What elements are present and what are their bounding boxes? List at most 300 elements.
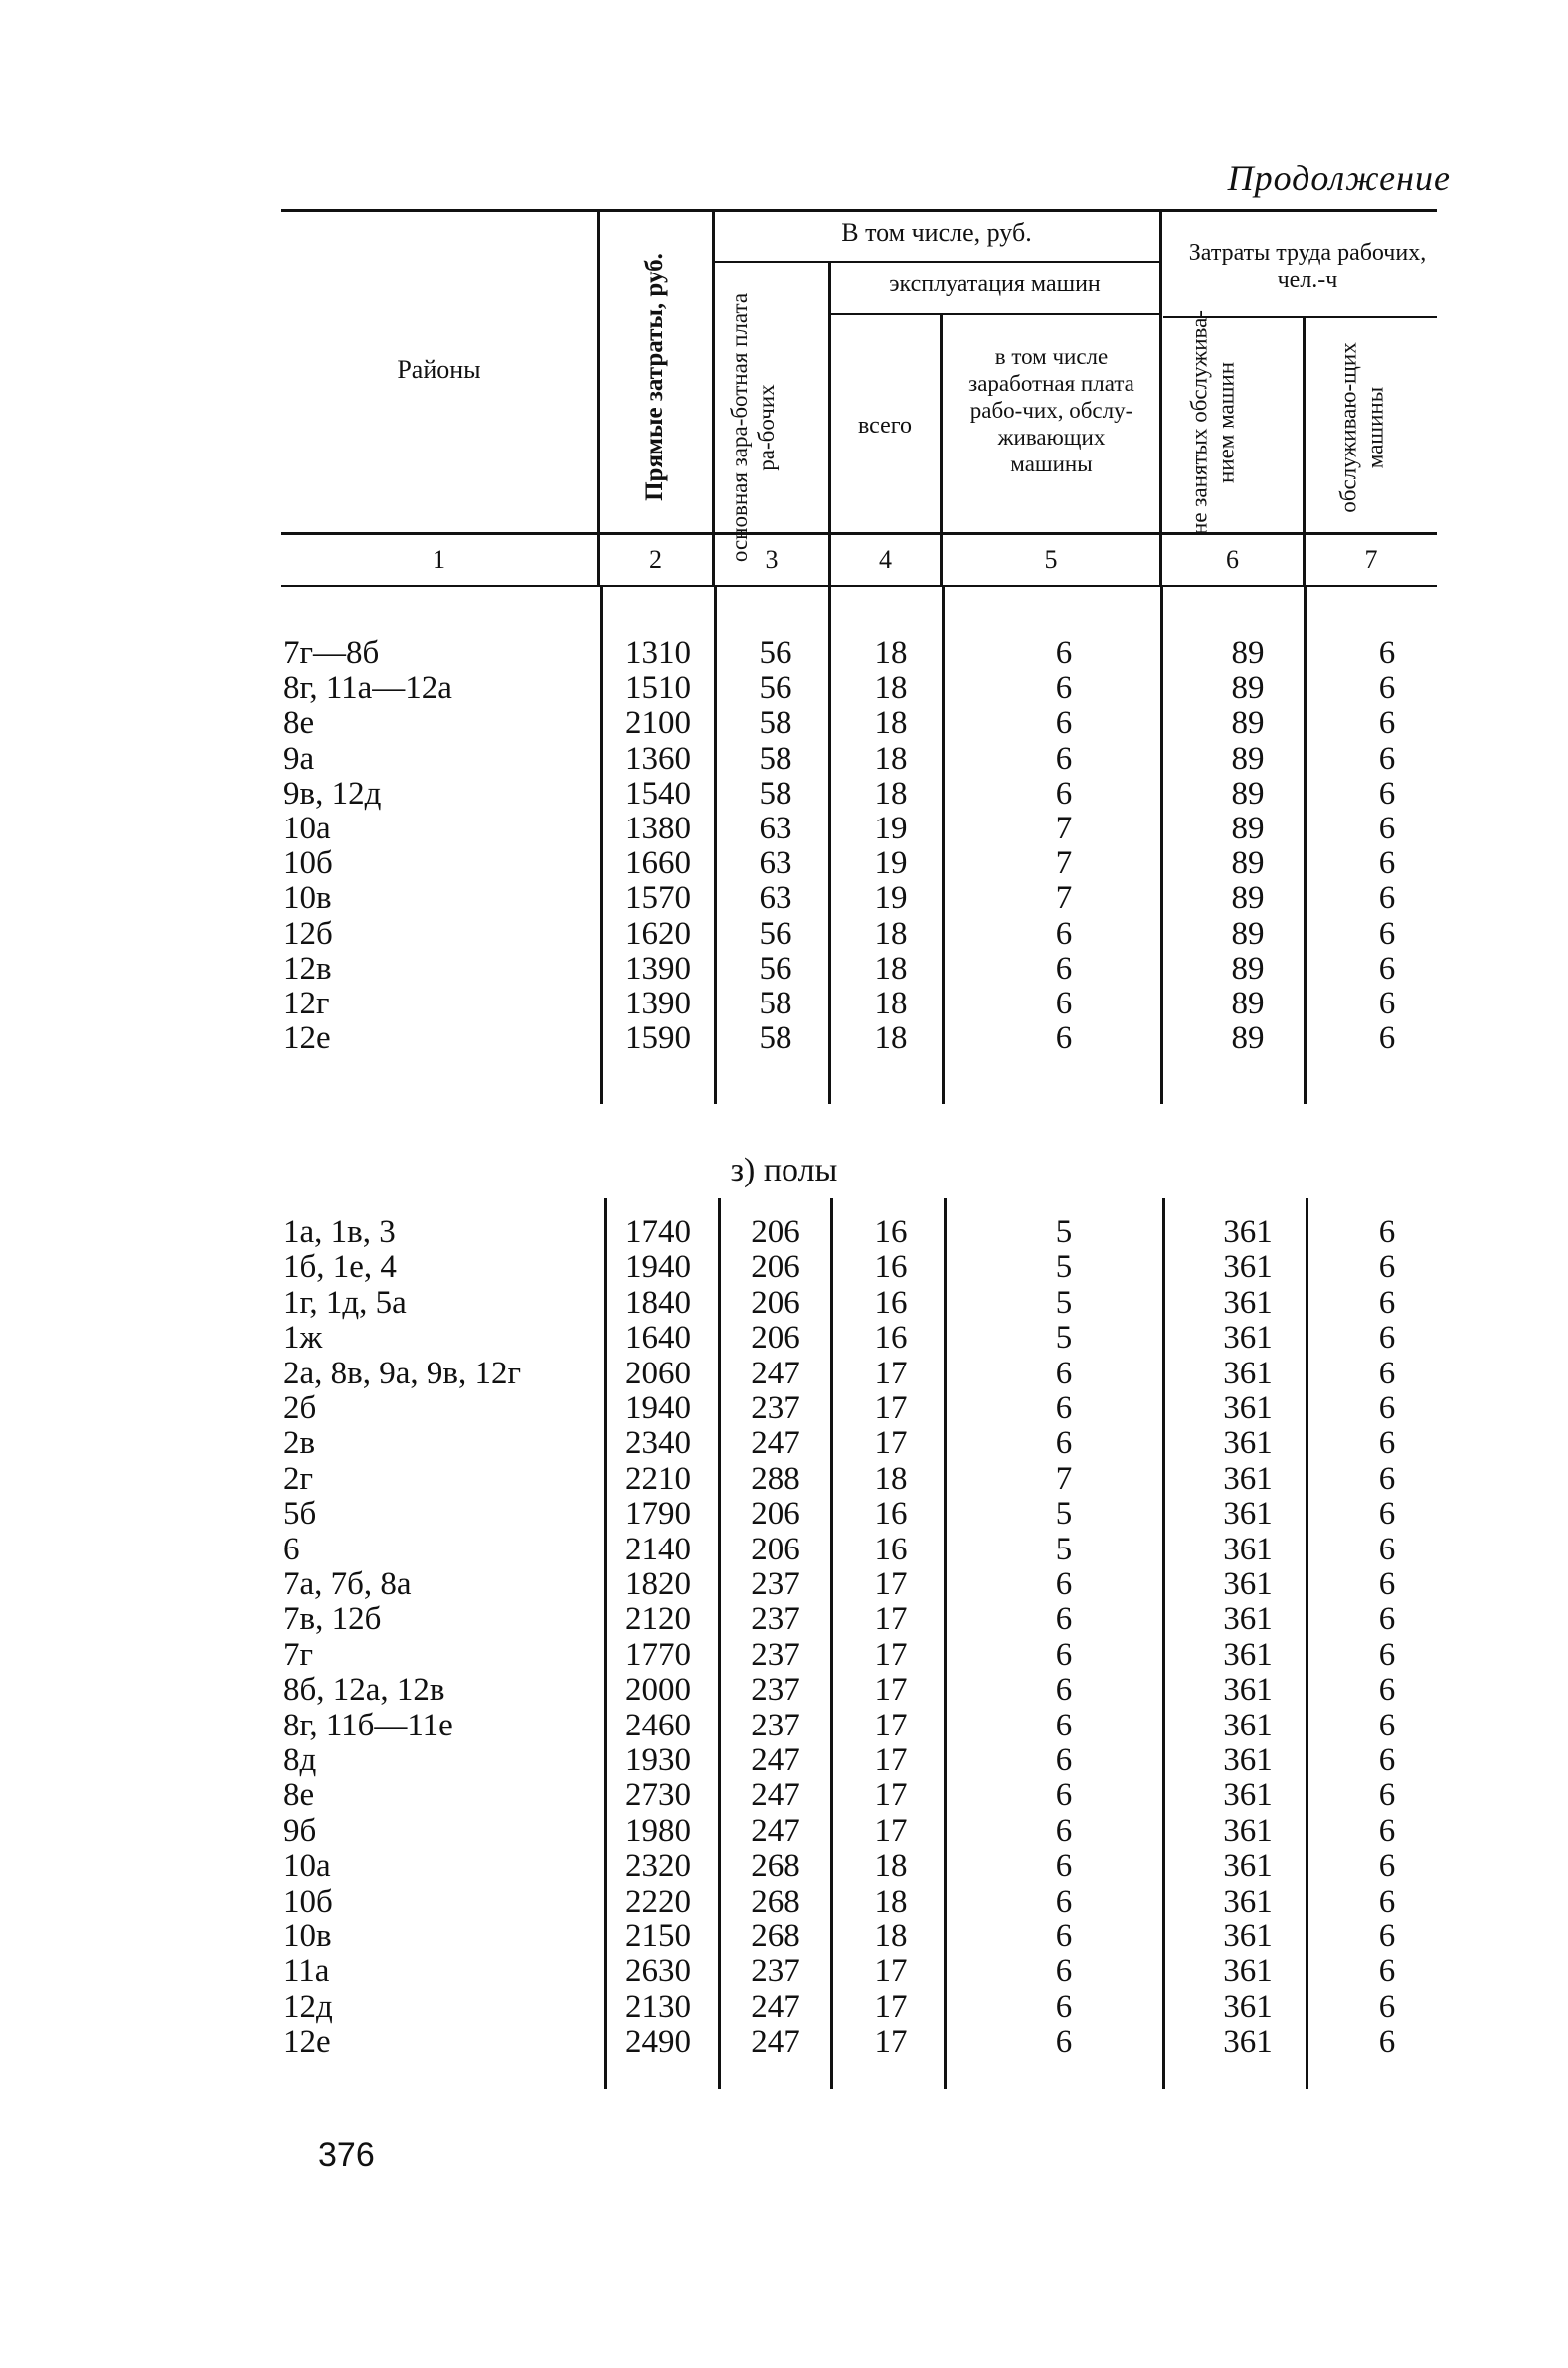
table-row: [0, 2025, 1568, 2060]
continuation-label: Продолжение: [1227, 158, 1451, 198]
cell-machine-total: 17: [874, 2024, 908, 2061]
cell-base-wage: 268: [751, 1883, 800, 1919]
cell-machine-wage: 6: [1055, 1355, 1073, 1391]
cell-direct-costs: 2460: [625, 1707, 691, 1743]
table-row: [0, 952, 1568, 987]
header-total: всего: [857, 413, 913, 439]
header-including-wage: в том числе заработная плата рабо-чих, обслу-живающих машины: [968, 344, 1134, 476]
cell-machine-wage: 6: [1055, 1953, 1073, 1990]
cell-labor-servicing: 6: [1378, 845, 1396, 882]
cell-labor-servicing: 6: [1378, 1320, 1396, 1357]
cell-district: 10б: [283, 1883, 333, 1919]
cell-base-wage: 237: [751, 1601, 800, 1638]
cell-district: 10в: [283, 880, 332, 917]
cell-direct-costs: 1360: [625, 740, 691, 777]
cell-machine-wage: 6: [1055, 1390, 1073, 1426]
top-rule: [281, 209, 1437, 212]
table-row: [0, 1673, 1568, 1708]
cell-machine-wage: 5: [1055, 1284, 1073, 1321]
cell-machine-wage: 6: [1055, 950, 1073, 987]
cell-labor-not-employed: 89: [1231, 670, 1265, 707]
cell-base-wage: 206: [751, 1320, 800, 1357]
cell-labor-servicing: 6: [1378, 950, 1396, 987]
table-row: [0, 671, 1568, 706]
cell-labor-servicing: 6: [1378, 1777, 1396, 1814]
cell-district: 11а: [283, 1953, 330, 1990]
header-line-sub1: [714, 261, 1159, 263]
table-row: [0, 917, 1568, 952]
cell-base-wage: 237: [751, 1390, 800, 1426]
cell-district: 8г, 11а—12а: [283, 670, 452, 707]
cell-machine-wage: 6: [1055, 915, 1073, 952]
cell-labor-servicing: 6: [1378, 1531, 1396, 1567]
table-row: [0, 1919, 1568, 1954]
cell-direct-costs: 2730: [625, 1777, 691, 1814]
header-line-sub2: [830, 313, 1159, 315]
cell-labor-servicing: 6: [1378, 1707, 1396, 1743]
table-row: [0, 1990, 1568, 2025]
cell-base-wage: 247: [751, 1742, 800, 1778]
cell-labor-servicing: 6: [1378, 1284, 1396, 1321]
cell-base-wage: 237: [751, 1636, 800, 1673]
cell-district: 12б: [283, 915, 333, 952]
cell-machine-wage: 5: [1055, 1496, 1073, 1533]
cell-labor-servicing: 6: [1378, 705, 1396, 742]
cell-district: 10а: [283, 1848, 331, 1885]
cell-machine-wage: 6: [1055, 1883, 1073, 1919]
cell-labor-not-employed: 89: [1231, 636, 1265, 671]
cell-labor-servicing: 6: [1378, 1883, 1396, 1919]
cell-district: 2в: [283, 1425, 316, 1462]
cell-machine-total: 16: [874, 1284, 908, 1321]
cell-base-wage: 206: [751, 1284, 800, 1321]
section-2-title: з) полы: [730, 1152, 838, 1188]
cell-machine-total: 18: [874, 915, 908, 952]
cell-machine-wage: 6: [1055, 1601, 1073, 1638]
cell-direct-costs: 1940: [625, 1390, 691, 1426]
cell-district: 7в, 12б: [283, 1601, 382, 1638]
cell-machine-wage: 7: [1055, 845, 1073, 882]
cell-labor-servicing: 6: [1378, 1848, 1396, 1885]
cell-direct-costs: 1820: [625, 1566, 691, 1602]
cell-machine-wage: 6: [1055, 1777, 1073, 1814]
cell-labor-not-employed: 361: [1223, 1953, 1273, 1990]
cell-district: 12г: [283, 986, 330, 1021]
cell-direct-costs: 2490: [625, 2024, 691, 2061]
cell-labor-not-employed: 89: [1231, 845, 1265, 882]
cell-labor-servicing: 6: [1378, 1390, 1396, 1426]
cell-base-wage: 63: [759, 845, 792, 882]
cell-machine-total: 18: [874, 775, 908, 812]
header-labor-costs: Затраты труда рабочих, чел.-ч: [1188, 240, 1427, 293]
table-row: [0, 1602, 1568, 1637]
cell-labor-servicing: 6: [1378, 1020, 1396, 1057]
cell-labor-not-employed: 361: [1223, 1707, 1273, 1743]
cell-base-wage: 237: [751, 1672, 800, 1709]
cell-district: 12е: [283, 1020, 331, 1057]
cell-labor-servicing: 6: [1378, 1355, 1396, 1391]
cell-district: 12в: [283, 950, 332, 987]
cell-base-wage: 58: [759, 775, 792, 812]
cell-labor-not-employed: 361: [1223, 1742, 1273, 1778]
cell-district: 8д: [283, 1742, 317, 1778]
cell-machine-total: 17: [874, 1566, 908, 1602]
cell-labor-not-employed: 361: [1223, 1460, 1273, 1497]
cell-machine-total: 17: [874, 1742, 908, 1778]
cell-labor-servicing: 6: [1378, 775, 1396, 812]
cell-machine-total: 19: [874, 880, 908, 917]
cell-machine-wage: 6: [1055, 740, 1073, 777]
cell-direct-costs: 2210: [625, 1460, 691, 1497]
cell-machine-wage: 6: [1055, 986, 1073, 1021]
cell-direct-costs: 2140: [625, 1531, 691, 1567]
cell-labor-servicing: 6: [1378, 1672, 1396, 1709]
table-row: [0, 1849, 1568, 1884]
cell-machine-total: 17: [874, 1390, 908, 1426]
cell-labor-not-employed: 89: [1231, 950, 1265, 987]
cell-base-wage: 56: [759, 670, 792, 707]
table-row: [0, 742, 1568, 777]
cell-district: 5б: [283, 1496, 317, 1533]
cell-machine-wage: 6: [1055, 1707, 1073, 1743]
header-including-rub: В том числе, руб.: [841, 218, 1032, 247]
cell-district: 1а, 1в, 3: [283, 1214, 396, 1250]
cell-direct-costs: 1940: [625, 1249, 691, 1286]
cell-labor-not-employed: 361: [1223, 1777, 1273, 1814]
colnum-6: 6: [1226, 545, 1239, 574]
cell-labor-servicing: 6: [1378, 811, 1396, 846]
cell-machine-wage: 6: [1055, 1672, 1073, 1709]
cell-machine-total: 17: [874, 1707, 908, 1743]
cell-labor-not-employed: 89: [1231, 986, 1265, 1021]
cell-machine-wage: 6: [1055, 1918, 1073, 1954]
cell-labor-servicing: 6: [1378, 1601, 1396, 1638]
cell-labor-servicing: 6: [1378, 1742, 1396, 1778]
cell-machine-total: 18: [874, 1918, 908, 1954]
cell-labor-servicing: 6: [1378, 740, 1396, 777]
header-not-employed: не занятых обслужива-нием машин: [1186, 310, 1239, 535]
cell-labor-servicing: 6: [1378, 1214, 1396, 1250]
cell-machine-wage: 6: [1055, 1566, 1073, 1602]
cell-district: 10б: [283, 845, 333, 882]
cell-labor-not-employed: 89: [1231, 740, 1265, 777]
cell-district: 12е: [283, 2024, 331, 2061]
cell-district: 9а: [283, 740, 315, 777]
cell-machine-total: 18: [874, 636, 908, 671]
cell-district: 12д: [283, 1988, 333, 2025]
colnum-1: 1: [433, 545, 445, 574]
cell-direct-costs: 1740: [625, 1214, 691, 1250]
cell-labor-not-employed: 361: [1223, 1812, 1273, 1849]
cell-base-wage: 237: [751, 1953, 800, 1990]
cell-labor-not-employed: 361: [1223, 1355, 1273, 1391]
header-districts: Районы: [397, 355, 481, 384]
cell-machine-total: 17: [874, 1953, 908, 1990]
table-row: [0, 1567, 1568, 1602]
cell-machine-total: 17: [874, 1425, 908, 1462]
cell-machine-total: 18: [874, 950, 908, 987]
cell-labor-not-employed: 361: [1223, 1320, 1273, 1357]
cell-base-wage: 56: [759, 950, 792, 987]
page-number: 376: [318, 2136, 375, 2174]
cell-direct-costs: 1570: [625, 880, 691, 917]
table-row: [0, 1357, 1568, 1391]
colnum-2: 2: [649, 545, 662, 574]
cell-base-wage: 247: [751, 1988, 800, 2025]
cell-base-wage: 58: [759, 1020, 792, 1057]
cell-machine-total: 16: [874, 1214, 908, 1250]
cell-machine-wage: 6: [1055, 670, 1073, 707]
cell-direct-costs: 2340: [625, 1425, 691, 1462]
cell-direct-costs: 2000: [625, 1672, 691, 1709]
cell-machine-wage: 6: [1055, 1812, 1073, 1849]
cell-direct-costs: 1840: [625, 1284, 691, 1321]
header-base-wage: основная зара-ботная плата ра-бочих: [727, 292, 779, 563]
cell-base-wage: 206: [751, 1531, 800, 1567]
colnum-3: 3: [765, 545, 779, 574]
table-row: [0, 1638, 1568, 1673]
cell-machine-total: 17: [874, 1672, 908, 1709]
cell-base-wage: 56: [759, 915, 792, 952]
cell-direct-costs: 2100: [625, 705, 691, 742]
cell-district: 8б, 12а, 12в: [283, 1672, 445, 1709]
cell-labor-not-employed: 89: [1231, 705, 1265, 742]
cell-district: 8е: [283, 1777, 315, 1814]
cell-direct-costs: 1770: [625, 1636, 691, 1673]
cell-direct-costs: 1790: [625, 1496, 691, 1533]
cell-district: 9б: [283, 1812, 317, 1849]
cell-labor-servicing: 6: [1378, 1249, 1396, 1286]
cell-base-wage: 206: [751, 1496, 800, 1533]
cell-direct-costs: 2630: [625, 1953, 691, 1990]
cell-direct-costs: 1980: [625, 1812, 691, 1849]
cell-labor-not-employed: 361: [1223, 1425, 1273, 1462]
cell-labor-servicing: 6: [1378, 1988, 1396, 2025]
cell-district: 7г—8б: [283, 636, 380, 671]
colnum-4: 4: [879, 545, 892, 574]
table-row: [0, 1250, 1568, 1285]
table-row: [0, 1462, 1568, 1497]
cell-base-wage: 237: [751, 1707, 800, 1743]
cell-direct-costs: 1310: [625, 636, 691, 671]
cell-machine-total: 19: [874, 811, 908, 846]
cell-labor-not-employed: 361: [1223, 1848, 1273, 1885]
header-servicing: обслуживаю-щих машины: [1335, 342, 1388, 513]
cell-base-wage: 247: [751, 2024, 800, 2061]
cell-base-wage: 247: [751, 1777, 800, 1814]
cell-labor-servicing: 6: [1378, 880, 1396, 917]
cell-base-wage: 247: [751, 1355, 800, 1391]
cell-labor-not-employed: 89: [1231, 1020, 1265, 1057]
cell-machine-total: 17: [874, 1636, 908, 1673]
cell-base-wage: 58: [759, 986, 792, 1021]
cell-labor-not-employed: 361: [1223, 1390, 1273, 1426]
cell-machine-total: 17: [874, 1812, 908, 1849]
cell-base-wage: 288: [751, 1460, 800, 1497]
cell-base-wage: 58: [759, 705, 792, 742]
cell-machine-total: 17: [874, 1777, 908, 1814]
table-row: [0, 1885, 1568, 1919]
cell-machine-total: 18: [874, 1848, 908, 1885]
cell-district: 7г: [283, 1636, 314, 1673]
cell-direct-costs: 2130: [625, 1988, 691, 2025]
hdr-vline-5: [1159, 212, 1162, 585]
hdr-vline-1: [597, 212, 600, 585]
header-machine-operation: эксплуатация машин: [889, 272, 1101, 297]
cell-labor-not-employed: 361: [1223, 1284, 1273, 1321]
cell-labor-servicing: 6: [1378, 915, 1396, 952]
table-row: [0, 1286, 1568, 1321]
cell-base-wage: 268: [751, 1918, 800, 1954]
cell-district: 6: [283, 1531, 300, 1567]
cell-machine-wage: 5: [1055, 1214, 1073, 1250]
cell-base-wage: 63: [759, 811, 792, 846]
cell-district: 2а, 8в, 9а, 9в, 12г: [283, 1355, 521, 1391]
cell-labor-not-employed: 361: [1223, 1214, 1273, 1250]
table-row: [0, 637, 1568, 671]
cell-machine-wage: 6: [1055, 1988, 1073, 2025]
cell-direct-costs: 1620: [625, 915, 691, 952]
cell-machine-wage: 7: [1055, 811, 1073, 846]
cell-labor-not-employed: 361: [1223, 1566, 1273, 1602]
cell-labor-servicing: 6: [1378, 1460, 1396, 1497]
cell-labor-servicing: 6: [1378, 986, 1396, 1021]
cell-labor-servicing: 6: [1378, 636, 1396, 671]
cell-base-wage: 237: [751, 1566, 800, 1602]
cell-machine-total: 18: [874, 1883, 908, 1919]
cell-district: 2г: [283, 1460, 314, 1497]
cell-direct-costs: 1390: [625, 986, 691, 1021]
cell-labor-not-employed: 361: [1223, 1672, 1273, 1709]
cell-machine-total: 19: [874, 845, 908, 882]
cell-machine-wage: 7: [1055, 880, 1073, 917]
table-row: [0, 777, 1568, 812]
cell-labor-not-employed: 89: [1231, 811, 1265, 846]
cell-machine-wage: 7: [1055, 1460, 1073, 1497]
cell-direct-costs: 1390: [625, 950, 691, 987]
cell-labor-not-employed: 361: [1223, 1531, 1273, 1567]
table-row: [0, 1954, 1568, 1989]
table-row: [0, 1321, 1568, 1356]
cell-district: 8е: [283, 705, 315, 742]
cell-labor-servicing: 6: [1378, 1812, 1396, 1849]
table-row: [0, 1391, 1568, 1426]
cell-labor-not-employed: 361: [1223, 1883, 1273, 1919]
cell-machine-total: 18: [874, 670, 908, 707]
cell-labor-servicing: 6: [1378, 1918, 1396, 1954]
cell-direct-costs: 2120: [625, 1601, 691, 1638]
cell-labor-servicing: 6: [1378, 1636, 1396, 1673]
cell-machine-wage: 5: [1055, 1320, 1073, 1357]
cell-machine-wage: 5: [1055, 1249, 1073, 1286]
cell-district: 1ж: [283, 1320, 323, 1357]
cell-direct-costs: 2220: [625, 1883, 691, 1919]
cell-district: 7а, 7б, 8а: [283, 1566, 412, 1602]
cell-direct-costs: 1540: [625, 775, 691, 812]
colnum-5: 5: [1044, 545, 1058, 574]
cell-labor-not-employed: 361: [1223, 1249, 1273, 1286]
table-row: [0, 1778, 1568, 1813]
table-row: [0, 1533, 1568, 1567]
table-row: [0, 1743, 1568, 1778]
cell-district: 2б: [283, 1390, 317, 1426]
cell-machine-wage: 5: [1055, 1531, 1073, 1567]
cell-district: 8г, 11б—11е: [283, 1707, 453, 1743]
cell-labor-servicing: 6: [1378, 2024, 1396, 2061]
table-row: [0, 1709, 1568, 1743]
cell-machine-total: 18: [874, 705, 908, 742]
cell-labor-servicing: 6: [1378, 1496, 1396, 1533]
column-number-rule: [281, 585, 1437, 587]
cell-base-wage: 247: [751, 1812, 800, 1849]
cell-direct-costs: 1510: [625, 670, 691, 707]
cell-labor-not-employed: 89: [1231, 775, 1265, 812]
cell-base-wage: 247: [751, 1425, 800, 1462]
cell-machine-total: 18: [874, 1460, 908, 1497]
cell-machine-total: 17: [874, 1988, 908, 2025]
cell-machine-wage: 6: [1055, 1425, 1073, 1462]
cell-labor-not-employed: 361: [1223, 2024, 1273, 2061]
header-direct-costs: Прямые затраты, руб.: [641, 253, 668, 501]
cell-labor-not-employed: 89: [1231, 880, 1265, 917]
table-row: [0, 1021, 1568, 1056]
cell-district: 1б, 1е, 4: [283, 1249, 397, 1286]
cell-base-wage: 206: [751, 1214, 800, 1250]
cell-direct-costs: 1660: [625, 845, 691, 882]
cell-machine-wage: 6: [1055, 1848, 1073, 1885]
cell-labor-not-employed: 361: [1223, 1496, 1273, 1533]
cell-direct-costs: 1640: [625, 1320, 691, 1357]
cell-labor-not-employed: 361: [1223, 1636, 1273, 1673]
cell-labor-servicing: 6: [1378, 670, 1396, 707]
cell-machine-wage: 6: [1055, 636, 1073, 671]
cell-machine-wage: 6: [1055, 775, 1073, 812]
table-row: [0, 881, 1568, 916]
cell-labor-servicing: 6: [1378, 1566, 1396, 1602]
table-row: [0, 1426, 1568, 1461]
colnum-7: 7: [1364, 545, 1378, 574]
table-row: [0, 846, 1568, 881]
cell-machine-wage: 6: [1055, 1020, 1073, 1057]
table-row: [0, 812, 1568, 846]
cell-base-wage: 58: [759, 740, 792, 777]
cell-machine-total: 17: [874, 1355, 908, 1391]
table-row: [0, 1215, 1568, 1250]
cell-labor-servicing: 6: [1378, 1953, 1396, 1990]
cell-machine-wage: 6: [1055, 1636, 1073, 1673]
cell-machine-total: 18: [874, 740, 908, 777]
cell-base-wage: 268: [751, 1848, 800, 1885]
table-row: [0, 987, 1568, 1021]
cell-direct-costs: 2060: [625, 1355, 691, 1391]
cell-district: 10в: [283, 1918, 332, 1954]
cell-machine-total: 16: [874, 1531, 908, 1567]
cell-district: 9в, 12д: [283, 775, 382, 812]
cell-machine-total: 16: [874, 1320, 908, 1357]
cell-machine-wage: 6: [1055, 2024, 1073, 2061]
cell-machine-total: 18: [874, 986, 908, 1021]
cell-machine-total: 17: [874, 1601, 908, 1638]
cell-labor-not-employed: 89: [1231, 915, 1265, 952]
cell-labor-not-employed: 361: [1223, 1918, 1273, 1954]
table-row: [0, 1814, 1568, 1849]
cell-direct-costs: 1590: [625, 1020, 691, 1057]
cell-machine-total: 16: [874, 1496, 908, 1533]
cell-machine-wage: 6: [1055, 705, 1073, 742]
cell-district: 10а: [283, 811, 331, 846]
cell-machine-total: 18: [874, 1020, 908, 1057]
cell-direct-costs: 1380: [625, 811, 691, 846]
